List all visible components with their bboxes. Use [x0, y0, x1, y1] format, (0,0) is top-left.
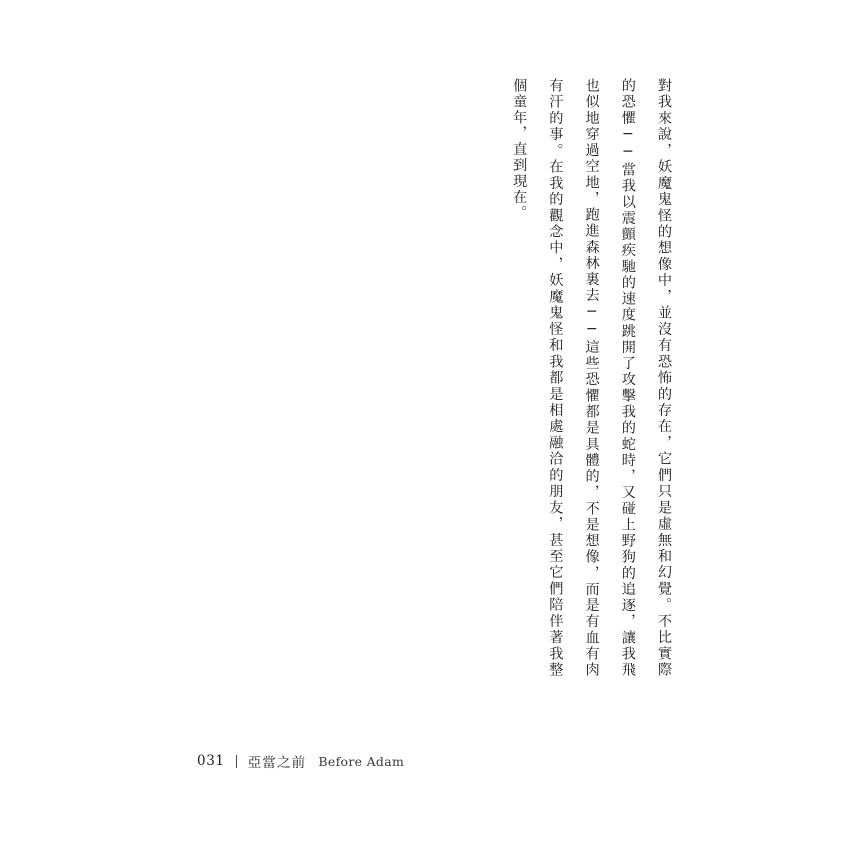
book-title-chinese: 亞當之前 — [247, 755, 307, 771]
page-number: 031 — [197, 753, 225, 769]
footer-divider — [236, 755, 237, 768]
body-paragraph: 對我來說，妖魔鬼怪的想像中，並沒有恐怖的存在，它們只是虛無和幻覺。不比實際的恐懼──當我以震顫疾馳的速度跳開了攻擊我的蛇時，又碰上野狗的追逐，讓我飛也似地穿過空地，跑進森林裏去──這些恐懼都是具體的，不是想像，而是有血有肉有汗的事。在我的觀念中，妖魔鬼怪和我都是相處融洽的朋友，甚至它們陪伴著我整個童年，直到現在。 — [511, 78, 672, 678]
page-footer — [197, 752, 404, 770]
book-title-english: Before Adam — [318, 753, 405, 769]
body-text-block — [511, 78, 682, 678]
